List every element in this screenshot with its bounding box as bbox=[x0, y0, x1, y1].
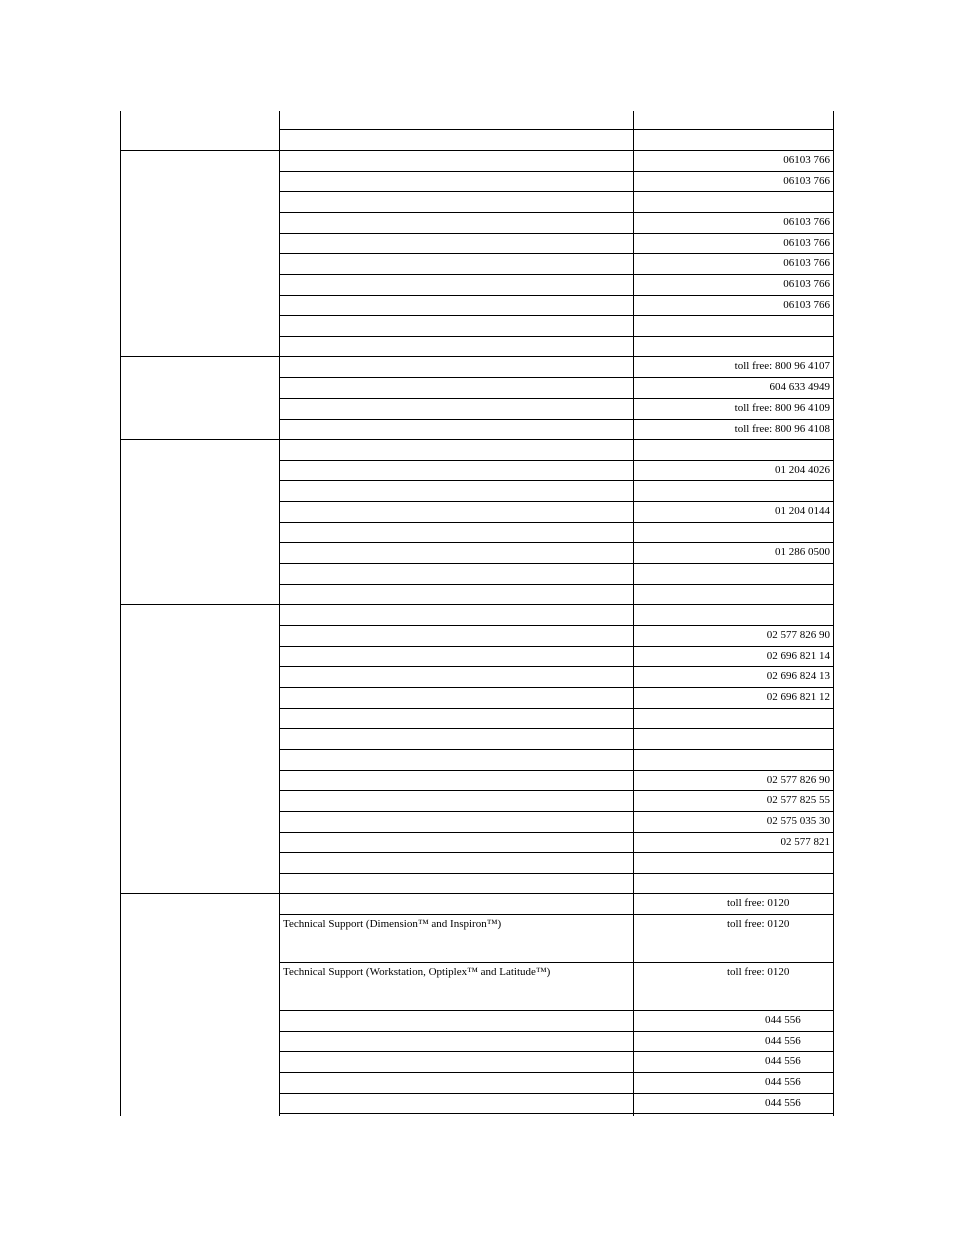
phone-number-cell: 06103 766 bbox=[783, 299, 830, 311]
phone-number-cell: 06103 766 bbox=[783, 278, 830, 290]
row-separator bbox=[279, 377, 834, 378]
row-separator bbox=[279, 480, 834, 481]
row-separator bbox=[279, 687, 834, 688]
row-separator bbox=[279, 129, 834, 130]
row-separator bbox=[279, 1031, 834, 1032]
group-separator bbox=[120, 893, 834, 894]
row-separator bbox=[279, 770, 834, 771]
row-separator bbox=[279, 646, 834, 647]
row-separator bbox=[279, 1072, 834, 1073]
phone-number-cell: 604 633 4949 bbox=[769, 381, 830, 393]
row-separator bbox=[279, 460, 834, 461]
row-separator bbox=[279, 253, 834, 254]
row-separator bbox=[279, 728, 834, 729]
phone-number-cell: 02 696 821 12 bbox=[766, 691, 830, 703]
row-separator bbox=[279, 790, 834, 791]
phone-number-cell: 06103 766 bbox=[783, 154, 830, 166]
phone-number-cell: 044 556 bbox=[765, 1076, 801, 1088]
phone-number-cell: toll free: 800 96 4109 bbox=[734, 402, 830, 414]
row-separator bbox=[279, 852, 834, 853]
row-separator bbox=[279, 708, 834, 709]
row-separator bbox=[279, 233, 834, 234]
phone-number-cell: 06103 766 bbox=[783, 175, 830, 187]
phone-number-cell: 06103 766 bbox=[783, 237, 830, 249]
column-divider-label bbox=[279, 111, 280, 1116]
service-label-cell: Technical Support (Dimension™ and Inspiron™) bbox=[283, 918, 502, 930]
row-separator bbox=[279, 811, 834, 812]
row-separator bbox=[279, 191, 834, 192]
phone-number-cell: 02 696 821 14 bbox=[766, 650, 830, 662]
row-separator bbox=[279, 1051, 834, 1052]
phone-number-cell: 02 575 035 30 bbox=[766, 815, 830, 827]
phone-number-cell: toll free: 0120 bbox=[727, 897, 790, 909]
phone-number-cell: 01 204 4026 bbox=[775, 464, 830, 476]
group-separator bbox=[120, 439, 834, 440]
row-separator bbox=[279, 914, 834, 915]
row-separator bbox=[279, 336, 834, 337]
row-separator bbox=[279, 563, 834, 564]
row-separator bbox=[279, 522, 834, 523]
row-separator bbox=[279, 274, 834, 275]
phone-number-cell: toll free: 800 96 4107 bbox=[734, 360, 830, 372]
table-left-border bbox=[120, 111, 121, 1116]
row-separator bbox=[279, 171, 834, 172]
phone-number-cell: 06103 766 bbox=[783, 257, 830, 269]
phone-number-cell: 044 556 bbox=[765, 1014, 801, 1026]
group-separator bbox=[120, 604, 834, 605]
row-separator bbox=[279, 625, 834, 626]
phone-number-cell: toll free: 800 96 4108 bbox=[734, 423, 830, 435]
phone-number-cell: 044 556 bbox=[765, 1097, 801, 1109]
row-separator bbox=[279, 832, 834, 833]
phone-number-cell: 02 696 824 13 bbox=[766, 670, 830, 682]
phone-number-cell: 01 286 0500 bbox=[775, 546, 830, 558]
phone-number-cell: 01 204 0144 bbox=[775, 505, 830, 517]
service-label-cell: Technical Support (Workstation, Optiplex™ and Latitude™) bbox=[283, 966, 551, 978]
row-separator bbox=[279, 749, 834, 750]
phone-number-cell: 02 577 825 55 bbox=[766, 794, 830, 806]
row-separator bbox=[279, 398, 834, 399]
row-separator bbox=[279, 962, 834, 963]
group-separator bbox=[120, 356, 834, 357]
row-separator bbox=[279, 501, 834, 502]
row-separator bbox=[279, 584, 834, 585]
group-separator bbox=[120, 150, 834, 151]
row-separator bbox=[279, 315, 834, 316]
phone-number-cell: 02 577 826 90 bbox=[766, 774, 830, 786]
phone-number-cell: 06103 766 bbox=[783, 216, 830, 228]
phone-number-cell: 02 577 826 90 bbox=[766, 629, 830, 641]
phone-number-cell: toll free: 0120 bbox=[727, 918, 790, 930]
column-divider-number bbox=[633, 111, 634, 1116]
row-separator bbox=[279, 295, 834, 296]
row-separator bbox=[279, 1113, 834, 1114]
phone-number-cell: 044 556 bbox=[765, 1055, 801, 1067]
phone-number-cell: 044 556 bbox=[765, 1035, 801, 1047]
row-separator bbox=[279, 1093, 834, 1094]
row-separator bbox=[279, 542, 834, 543]
table-right-border bbox=[833, 111, 834, 1116]
row-separator bbox=[279, 419, 834, 420]
row-separator bbox=[279, 212, 834, 213]
phone-number-cell: toll free: 0120 bbox=[727, 966, 790, 978]
row-separator bbox=[279, 666, 834, 667]
row-separator bbox=[279, 1010, 834, 1011]
phone-number-cell: 02 577 821 bbox=[780, 836, 830, 848]
row-separator bbox=[279, 873, 834, 874]
